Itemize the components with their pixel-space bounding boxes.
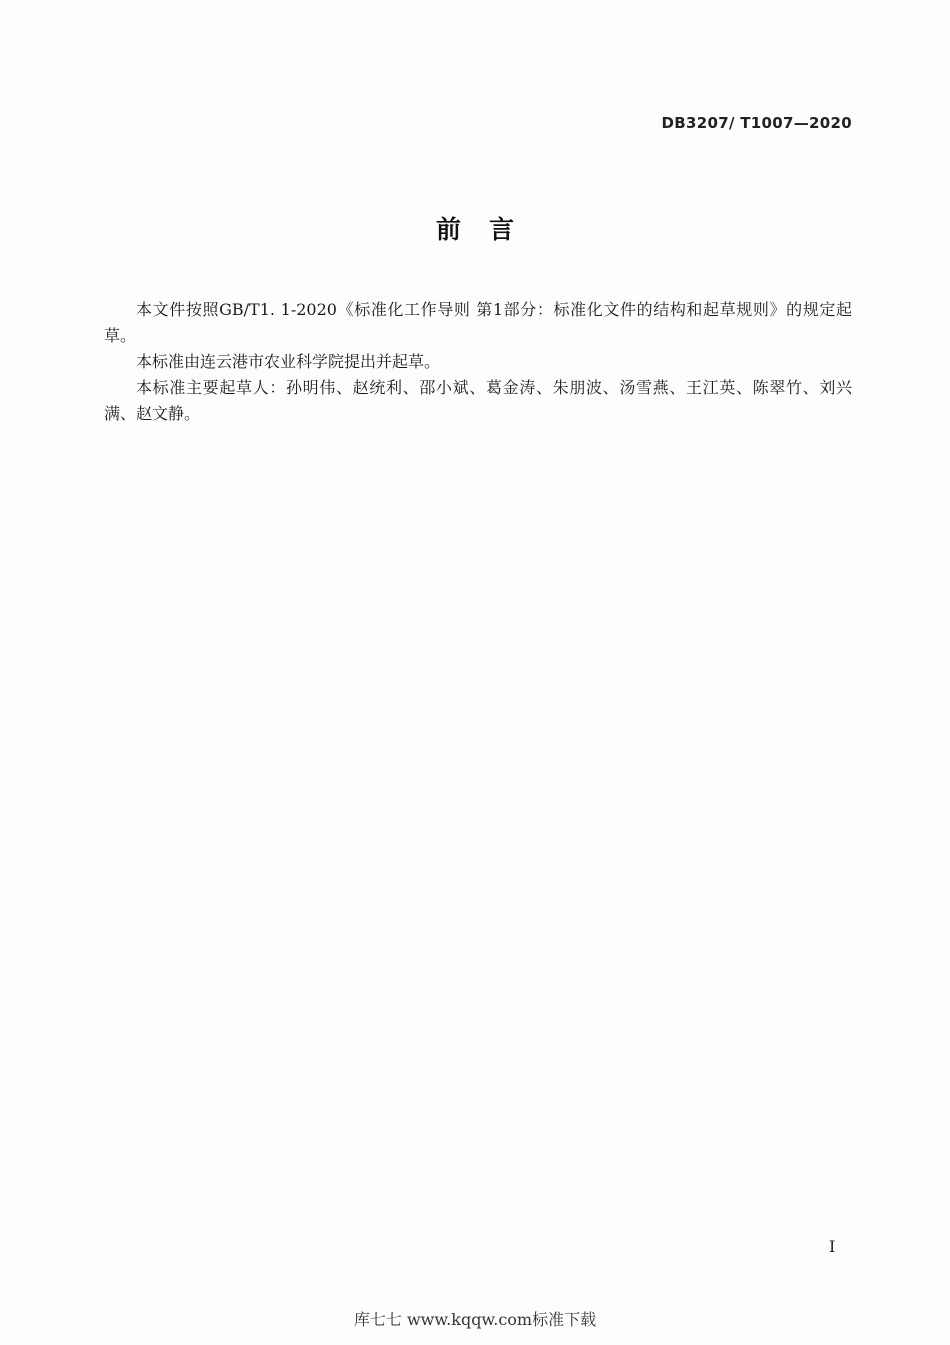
paragraph-proposer: 本标准由连云港市农业科学院提出并起草。 [136,352,441,371]
paragraph-drafting-basis: 本文件按照GB/T1. 1-2020《标准化工作导则 第1部分：标准化文件的结构和起草规则》的规定起草。 [104,300,852,345]
preface-body [104,297,852,427]
watermark-text: 库七七 www.kqqw.com标准下载 [353,1310,597,1329]
paragraph-drafters: 本标准主要起草人：孙明伟、赵统利、邵小斌、葛金涛、朱朋波、汤雪燕、王江英、陈翠竹、刘兴满、赵文静。 [104,378,852,423]
page-number: I [829,1237,836,1256]
page-title: 前言 [435,215,542,244]
document-code: DB3207/ T1007—2020 [661,114,852,132]
